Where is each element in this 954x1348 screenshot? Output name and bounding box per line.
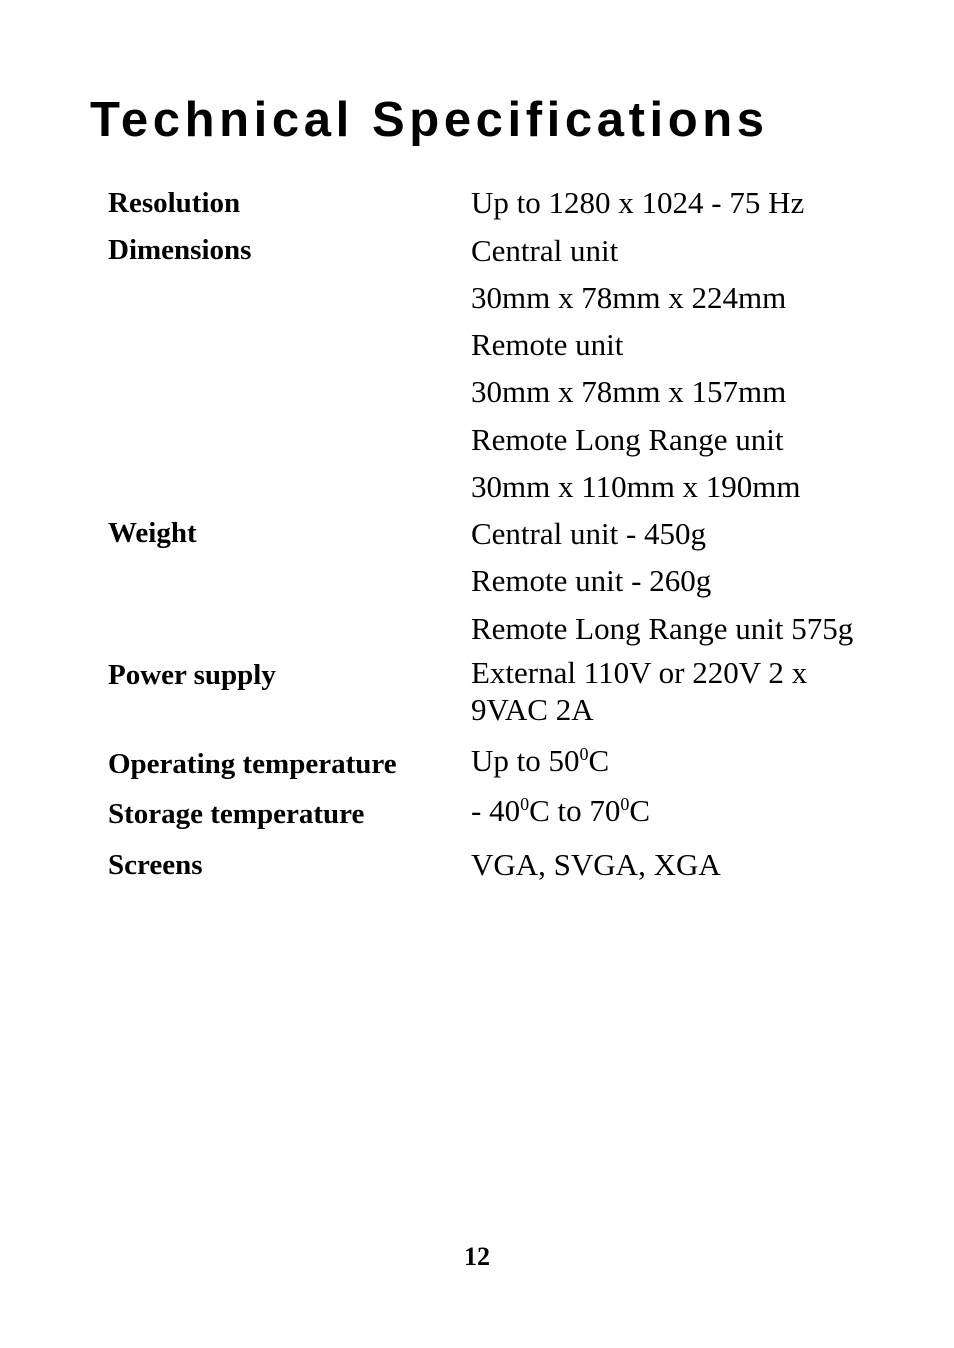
spec-value-weight-line: Central unit - 450g	[471, 516, 707, 551]
page-title: Technical Specifications	[90, 93, 769, 147]
spec-value-dimensions-line: 30mm x 110mm x 190mm	[471, 469, 801, 504]
spec-value-storage-temperature: - $40^0C$ to $70^0C$	[471, 793, 651, 828]
spec-label-storage-temperature: Storage temperature	[108, 798, 365, 830]
spec-value-dimensions-line: 30mm x 78mm x 224mm	[471, 280, 787, 315]
spec-value-operating-temperature: Up to $50^0C$	[471, 743, 610, 778]
spec-value-resolution: Up to 1280 x 1024 - 75 Hz	[471, 185, 805, 220]
spec-value-dimensions-line: Central unit	[471, 233, 619, 268]
spec-label-screens: Screens	[108, 849, 203, 881]
spec-label-power-supply: Power supply	[108, 659, 276, 691]
spec-label-weight: Weight	[108, 517, 197, 549]
spec-value-dimensions-line: 30mm x 78mm x 157mm	[471, 374, 787, 409]
spec-value-weight-line: Remote Long Range unit 575g	[471, 611, 854, 646]
spec-label-operating-temperature: Operating temperature	[108, 748, 397, 780]
spec-value-screens: VGA, SVGA, XGA	[471, 847, 721, 882]
spec-label-resolution: Resolution	[108, 187, 241, 219]
spec-value-dimensions-line: Remote Long Range unit	[471, 422, 784, 457]
spec-value-power-supply-line: 9VAC 2A	[471, 692, 594, 727]
spec-value-power-supply-line: External 110V or 220V 2 x	[471, 655, 808, 690]
spec-value-weight-line: Remote unit - 260g	[471, 563, 712, 598]
spec-label-dimensions: Dimensions	[108, 234, 252, 266]
spec-value-dimensions-line: Remote unit	[471, 327, 624, 362]
page-number: 12	[464, 1242, 490, 1271]
